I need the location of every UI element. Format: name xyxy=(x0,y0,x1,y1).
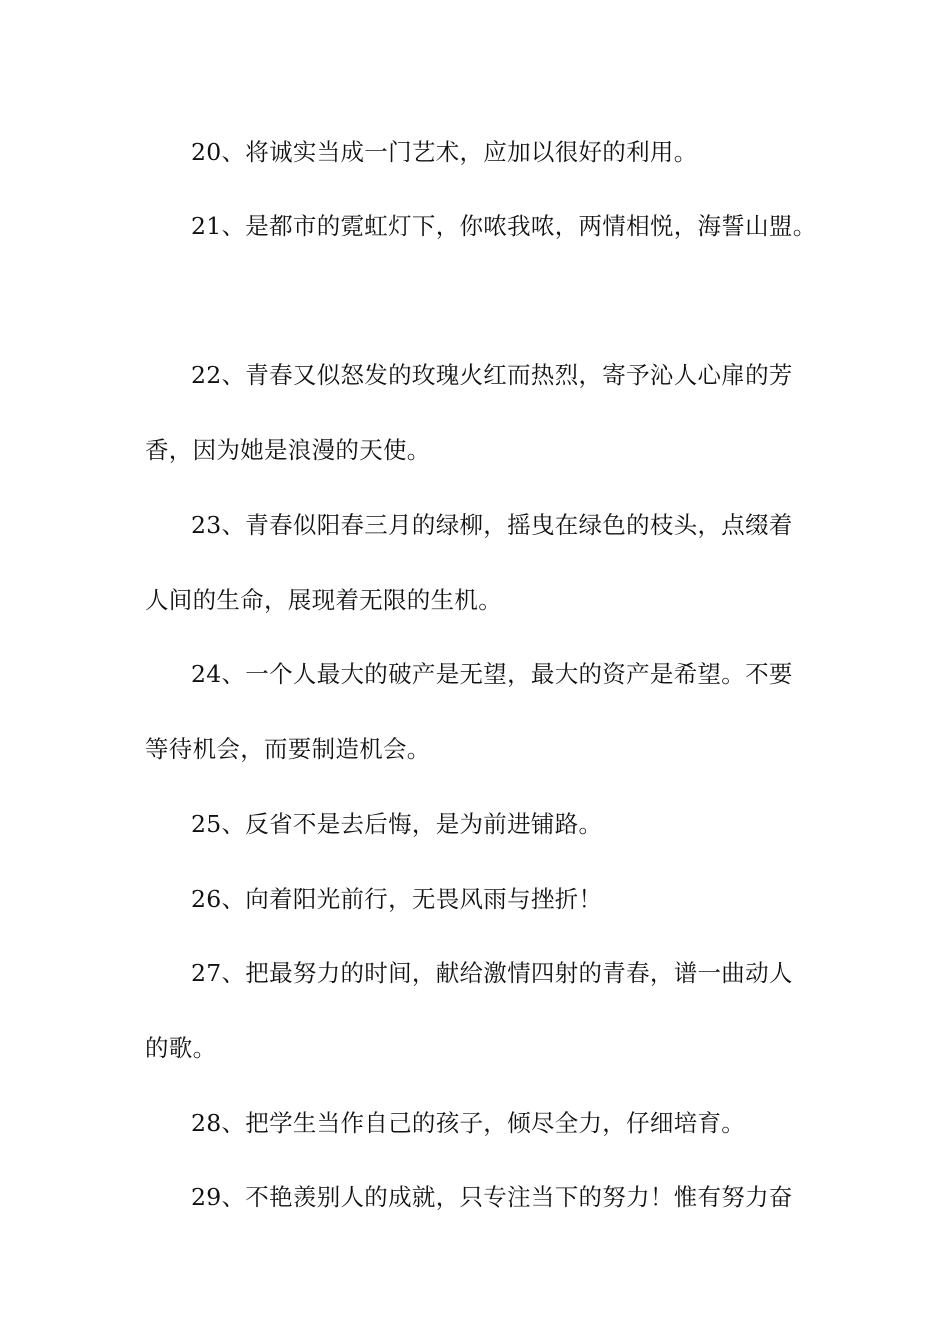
quote-27-line-1: 27、把最努力的时间，献给激情四射的青春，谱一曲动人 xyxy=(191,959,793,987)
quote-20: 20、将诚实当成一门艺术，应加以很好的利用。 xyxy=(191,138,698,166)
quote-25: 25、反省不是去后悔，是为前进铺路。 xyxy=(191,810,603,838)
quote-22-line-1: 22、青春又似怒发的玫瑰火红而热烈，寄予沁人心扉的芳 xyxy=(191,361,793,389)
quote-23-line-1: 23、青春似阳春三月的绿柳，摇曳在绿色的枝头，点缀着 xyxy=(191,511,793,539)
quote-26: 26、向着阳光前行，无畏风雨与挫折！ xyxy=(191,885,603,913)
quote-24-line-2: 等待机会，而要制造机会。 xyxy=(145,735,431,763)
quote-22-line-2: 香，因为她是浪漫的天使。 xyxy=(145,436,431,464)
quote-28: 28、把学生当作自己的孩子，倾尽全力，仔细培育。 xyxy=(191,1109,746,1137)
quote-29-line-1: 29、不艳羡别人的成就，只专注当下的努力！惟有努力奋 xyxy=(191,1183,793,1211)
quote-23-line-2: 人间的生命，展现着无限的生机。 xyxy=(145,586,502,614)
quote-24-line-1: 24、一个人最大的破产是无望，最大的资产是希望。不要 xyxy=(191,660,793,688)
quote-27-line-2: 的歌。 xyxy=(145,1034,217,1062)
quote-21: 21、是都市的霓虹灯下，你哝我哝，两情相悦，海誓山盟。 xyxy=(191,212,817,240)
